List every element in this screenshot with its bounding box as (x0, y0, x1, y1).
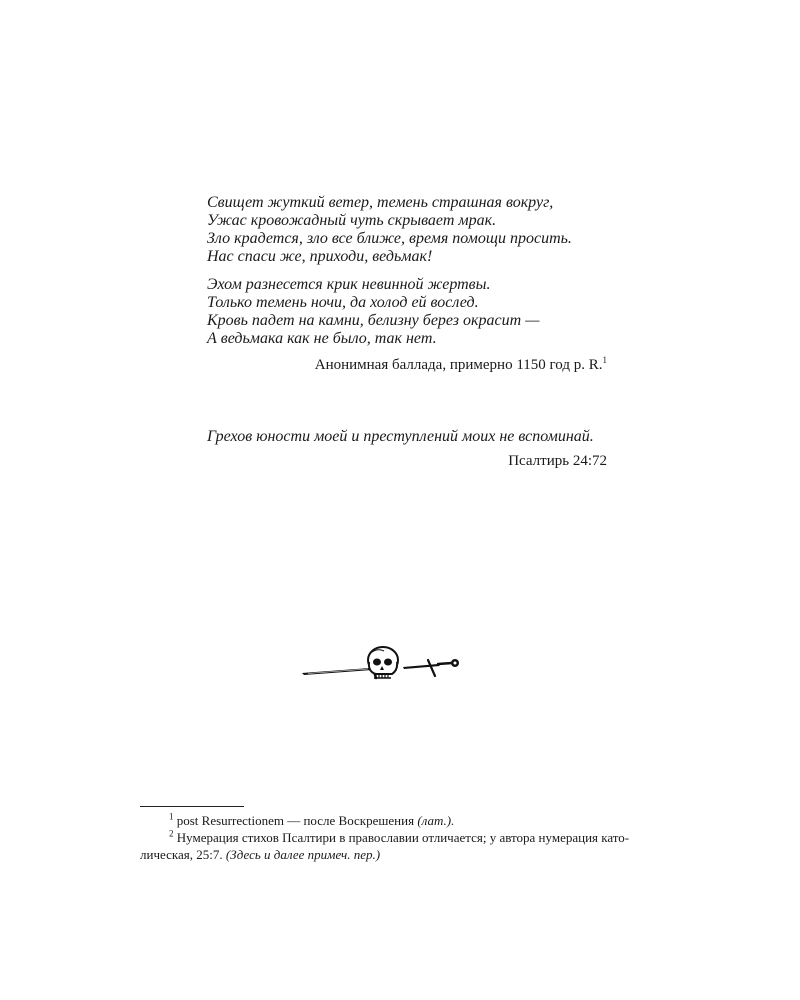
footnote-marker: 1 (169, 811, 174, 822)
translator-note: (Здесь и далее примеч. пер.) (225, 847, 381, 862)
footnote-2-continuation (140, 846, 640, 863)
footnote-ref-2[interactable]: 2 (599, 453, 607, 469)
ballad-attribution (207, 356, 607, 374)
footnote-text: Нумерация стихов Псалтири в православии отличается; у автора нумерация като- (176, 830, 630, 845)
verse-line: Только темень ночи, да холод ей вослед. (207, 294, 479, 311)
psalm-source-text: Псалтирь 24:7 (508, 453, 600, 469)
ballad-stanza-2 (207, 276, 607, 348)
footnotes (140, 812, 640, 863)
footnote-1 (140, 812, 640, 829)
verse-line: Нас спаси же, приходи, ведьмак! (207, 248, 433, 265)
footnote-divider (140, 806, 244, 807)
verse-line: Зло крадется, зло все ближе, время помощи просить. (207, 230, 572, 247)
footnote-text: лическая, 25:7. (140, 847, 223, 862)
footnote-marker: 2 (169, 828, 174, 839)
footnote-language-note: (лат.). (417, 813, 455, 828)
psalm-quote: Грехов юности моей и преступлений моих не вспоминай. (207, 428, 594, 445)
ballad-stanza-1 (207, 194, 607, 266)
verse-line: Эхом разнесется крик невинной жертвы. (207, 276, 491, 293)
footnote-2 (140, 829, 640, 846)
verse-line: Свищет жуткий ветер, темень страшная вокруг, (207, 194, 554, 211)
skull-and-sword-icon (298, 640, 463, 685)
footnote-text: post Resurrectionem — после Воскрешения (176, 813, 415, 828)
footnote-ref-1[interactable]: 1 (602, 355, 607, 365)
attribution-text: Анонимная баллада, примерно 1150 год р. R. (314, 357, 603, 373)
psalm-source (207, 452, 607, 470)
verse-line: А ведьмака как не было, так нет. (207, 330, 437, 347)
psalm-epigraph (207, 428, 607, 470)
verse-line: Ужас кровожадный чуть скрывает мрак. (207, 212, 497, 229)
ballad-epigraph (207, 194, 607, 374)
verse-line: Кровь падет на камни, белизну берез окрасит — (207, 312, 540, 329)
